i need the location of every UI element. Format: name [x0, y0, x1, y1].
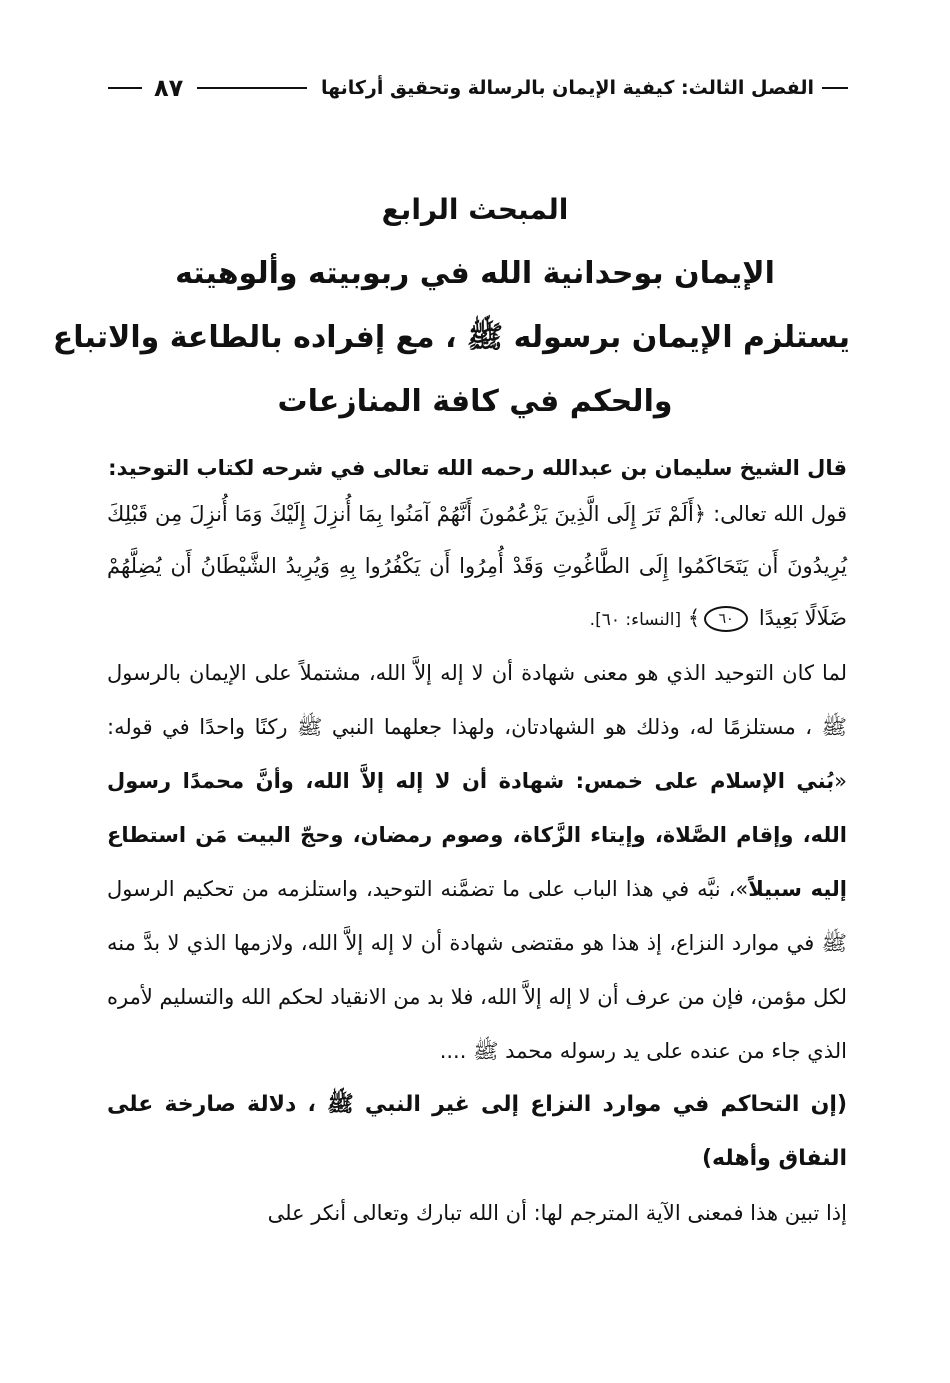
ayah-number-badge: ٦٠ [704, 606, 748, 632]
subheading-text: (إن التحاكم في موارد النزاع إلى غير النبي ﷺ ، دلالة صارخة على النفاق وأهله) [107, 1092, 847, 1171]
section-headings [52, 178, 850, 434]
heading-line-2: الإيمان بوحدانية الله في ربوبيته وألوهيته [175, 256, 775, 291]
main-paragraph [107, 646, 847, 1078]
quran-reference: [النساء: ٦٠]. [589, 610, 682, 630]
intro-text: قال الشيخ سليمان بن عبدالله رحمه الله تعالى في شرحه لكتاب التوحيد: [108, 456, 847, 480]
section-title: المبحث الرابع [381, 193, 569, 226]
hadith-text: بُني الإسلام على خمس: شهادة أن لا إله إلاَّ الله، وأنَّ محمدًا رسول الله، وإقام الصَّلاة، وإيتاء الزَّكاة، وصوم رمضان، وحجّ البيت مَن استطاع إليه سبيلاً [107, 769, 847, 901]
quran-verse: أَلَمْ تَرَ إِلَى الَّذِينَ يَزْعُمُونَ أَنَّهُمْ آمَنُوا بِمَا أُنزِلَ إِلَيْكَ وَمَا أُنزِلَ مِن قَبْلِكَ يُرِيدُونَ أَن يَتَحَاكَمُوا إِلَى الطَّاغُوتِ وَقَدْ أُمِرُوا أَن يَكْفُرُوا بِهِ وَيُرِيدُ الشَّيْطَانُ أَن يُضِلَّهُمْ ضَلَالًا بَعِيدًا [107, 502, 847, 630]
heading-line-3: يستلزم الإيمان برسوله ﷺ ، مع إفراده بالطاعة والاتباع [52, 320, 850, 355]
subheading [107, 1078, 847, 1186]
heading-line-4: والحكم في كافة المنازعات [277, 384, 673, 419]
closing-paragraph [107, 1186, 847, 1240]
quran-paragraph [107, 488, 847, 646]
running-title: الفصل الثالث: كيفية الإيمان بالرسالة وتحقيق أركانها [320, 77, 814, 99]
header-rule-right [822, 87, 848, 89]
closing-text: إذا تبين هذا فمعنى الآية المترجم لها: أن الله تبارك وتعالى أنكر على [267, 1201, 847, 1225]
body-text [107, 448, 847, 1240]
quran-lead: قول الله تعالى: ﴿ [693, 502, 847, 526]
quran-close: ﴾ [687, 606, 701, 630]
page-number: ٨٧ [154, 74, 184, 102]
header-rule-left [108, 87, 142, 89]
intro-paragraph [107, 448, 847, 488]
main-paragraph-start: لما كان التوحيد الذي هو معنى شهادة أن لا إله إلاَّ الله، مشتملاً على الإيمان بالرسول ﷺ ، مستلزمًا له، وذلك هو الشهادتان، ولهذا جعلهما النبي ﷺ ركنًا واحدًا في قوله: « [107, 661, 847, 793]
main-paragraph-end: »، نبَّه في هذا الباب على ما تضمَّنه التوحيد، واستلزمه من تحكيم الرسول ﷺ في موارد النزاع، إذ هذا هو مقتضى شهادة أن لا إله إلاَّ الله، ولازمها الذي لا بدَّ منه لكل مؤمن، فإن من عرف أن لا إله إلاَّ الله، فلا بد من الانقياد لحكم الله والتسليم لأمره الذي جاء من عنده على يد رسوله محمد ﷺ .... [107, 877, 847, 1063]
running-header [108, 68, 848, 108]
header-rule [197, 87, 307, 89]
